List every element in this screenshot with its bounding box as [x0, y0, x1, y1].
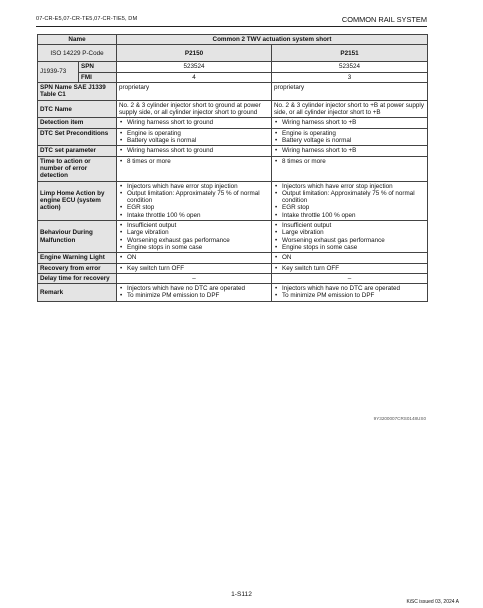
remark-1	[117, 284, 272, 302]
list-item: • Large vibration	[274, 229, 425, 236]
dtc-set-parameter-2	[272, 146, 428, 156]
list-item: • To minimize PM emission to DPF	[119, 292, 269, 299]
list-item: • 8 times or more	[119, 158, 269, 165]
list-item: • ON	[274, 254, 425, 261]
list-item: • Worsening exhaust gas performance	[119, 237, 269, 244]
spn-name-label: SPN Name SAE J1339 Table C1	[38, 82, 117, 100]
list-item: • Intake throttle 100 % open	[119, 212, 269, 219]
list-item: • Engine is operating	[119, 130, 269, 137]
dtc-set-parameter-1	[117, 146, 272, 156]
remark-label: Remark	[38, 284, 117, 302]
list-item: • Wiring harness short to ground	[119, 119, 269, 126]
fmi-value-2: 3	[272, 72, 428, 82]
table-row	[38, 146, 428, 156]
list-item: • Engine is operating	[274, 130, 425, 137]
iso-code-2: P2151	[272, 45, 428, 62]
list-item: • Insufficient output	[274, 222, 425, 229]
table-row	[38, 284, 428, 302]
table-row	[38, 82, 428, 100]
fmi-label: FMI	[79, 72, 117, 82]
dtc-set-preconditions-1	[117, 128, 272, 146]
list-item: • To minimize PM emission to DPF	[274, 292, 425, 299]
dtc-name-label: DTC Name	[38, 100, 117, 118]
header-section-title: COMMON RAIL SYSTEM	[341, 15, 427, 24]
list-item: • Injectors which have error stop injection	[119, 183, 269, 190]
list-item: • Engine stops in some case	[274, 244, 425, 251]
list-item: • Output limitation: Approximately 75 % of normal condition	[274, 190, 425, 205]
table-row	[38, 273, 428, 283]
table-row	[38, 118, 428, 128]
dtc-name-value-2: No. 2 & 3 cylinder injector short to +B at power supply side, or all cylinder injector short to +B	[272, 100, 428, 118]
time-to-action-2	[272, 156, 428, 181]
spn-name-value-2: proprietary	[272, 82, 428, 100]
spn-label: SPN	[79, 62, 117, 72]
time-to-action-label: Time to action or number of error detection	[38, 156, 117, 181]
table-row	[38, 181, 428, 220]
detection-value-1	[117, 118, 272, 128]
list-item: • Wiring harness short to ground	[119, 147, 269, 154]
list-item: • 8 times or more	[274, 158, 425, 165]
list-item: • Key switch turn OFF	[274, 265, 425, 272]
dtc-set-preconditions-label: DTC Set Preconditions	[38, 128, 117, 146]
delay-value-1: –	[117, 273, 272, 283]
spn-value-1: 523524	[117, 62, 272, 72]
engine-warning-2	[272, 253, 428, 263]
table-row	[38, 253, 428, 263]
list-item: • Insufficient output	[119, 222, 269, 229]
table-row	[38, 62, 428, 72]
table-row	[38, 263, 428, 273]
recovery-label: Recovery from error	[38, 263, 117, 273]
list-item: • Wiring harness short to +B	[274, 119, 425, 126]
detection-value-2	[272, 118, 428, 128]
table-row	[38, 100, 428, 118]
list-item: • Worsening exhaust gas performance	[274, 237, 425, 244]
dtc-table	[37, 34, 428, 302]
behaviour-2	[272, 221, 428, 253]
dtc-set-preconditions-2	[272, 128, 428, 146]
recovery-1	[117, 263, 272, 273]
spn-value-2: 523524	[272, 62, 428, 72]
figure-code: 9Y3200007CRS0148US0	[373, 416, 426, 421]
remark-2	[272, 284, 428, 302]
list-item: • Injectors which have error stop injection	[274, 183, 425, 190]
list-item: • Engine stops in some case	[119, 244, 269, 251]
dtc-name-value-1: No. 2 & 3 cylinder injector short to ground at power supply side, or all cylinder injector short to ground	[117, 100, 272, 118]
time-to-action-1	[117, 156, 272, 181]
page-number: 1-S112	[231, 591, 252, 598]
issue-info: KiSC issued 03, 2024 A	[406, 599, 459, 605]
dtc-set-parameter-label: DTC set parameter	[38, 146, 117, 156]
behaviour-1	[117, 221, 272, 253]
name-label: Name	[38, 35, 117, 45]
list-item: • Injectors which have no DTC are operated	[274, 285, 425, 292]
table-row	[38, 156, 428, 181]
list-item: • EGR stop	[274, 204, 425, 211]
list-item: • Wiring harness short to +B	[274, 147, 425, 154]
fmi-value-1: 4	[117, 72, 272, 82]
list-item: • Intake throttle 100 % open	[274, 212, 425, 219]
list-item: • Injectors which have no DTC are operated	[119, 285, 269, 292]
table-row	[38, 35, 428, 45]
table-row	[38, 128, 428, 146]
engine-warning-label: Engine Warning Light	[38, 253, 117, 263]
engine-warning-1	[117, 253, 272, 263]
table-row	[38, 45, 428, 62]
list-item: • ON	[119, 254, 269, 261]
iso-label: ISO 14229 P-Code	[38, 45, 117, 62]
recovery-2	[272, 263, 428, 273]
spn-name-value-1: proprietary	[117, 82, 272, 100]
iso-code-1: P2150	[117, 45, 272, 62]
delay-value-2: –	[272, 273, 428, 283]
delay-label: Delay time for recovery	[38, 273, 117, 283]
list-item: • Battery voltage is normal	[119, 137, 269, 144]
detection-label: Detection item	[38, 118, 117, 128]
list-item: • Battery voltage is normal	[274, 137, 425, 144]
list-item: • Key switch turn OFF	[119, 265, 269, 272]
limp-home-1	[117, 181, 272, 220]
behaviour-label: Behaviour During Malfunction	[38, 221, 117, 253]
table-row	[38, 72, 428, 82]
j1939-label: J1939-73	[38, 62, 79, 83]
list-item: • EGR stop	[119, 204, 269, 211]
limp-home-2	[272, 181, 428, 220]
limp-home-label: Limp Home Action by engine ECU (system action)	[38, 181, 117, 220]
list-item: • Large vibration	[119, 229, 269, 236]
header-models: 07-CR-E5,07-CR-TE5,07-CR-TIE5, DM	[36, 16, 138, 22]
list-item: • Output limitation: Approximately 75 % of normal condition	[119, 190, 269, 205]
header-divider	[36, 26, 427, 27]
name-value: Common 2 TWV actuation system short	[117, 35, 428, 45]
table-row	[38, 221, 428, 253]
